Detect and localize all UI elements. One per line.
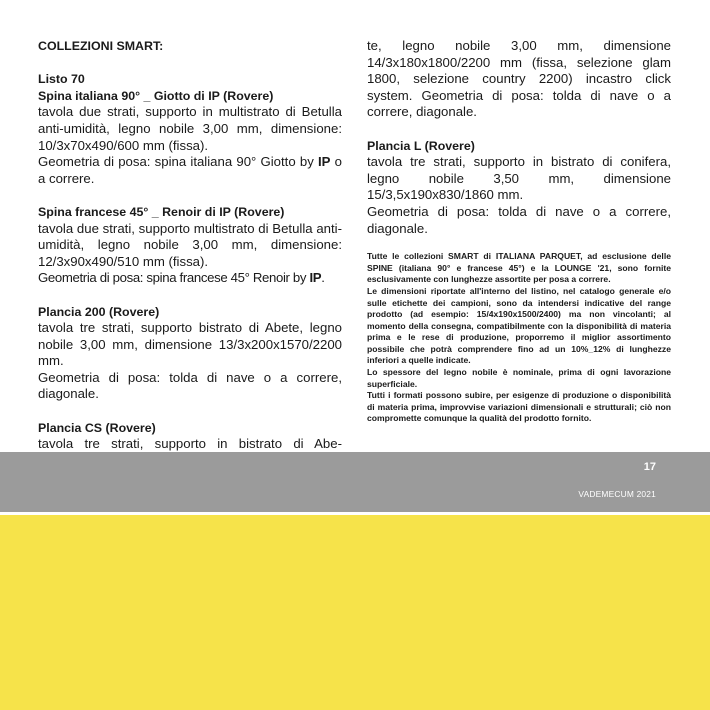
product-subtitle-spina-italiana: Spina italiana 90° _ Giotto di IP (Rovere) [38, 88, 274, 103]
product-geometry: Geometria di posa: tolda di nave o a correre, diagonale. [367, 203, 671, 236]
product-geometry: Geometria di posa: tolda di nave o a correre, diagonale. [38, 369, 342, 402]
footer-band [0, 452, 710, 512]
product-description: tavola due strati, supporto multistrato di Betulla anti-umidità, legno nobile 3,00 mm, dimensione: 12/3x90x490/510 mm (fissa). [38, 220, 342, 269]
product-title-plancia-cs: Plancia CS (Rovere) [38, 420, 156, 435]
brand-ip: IP [309, 270, 322, 286]
spacer [367, 121, 671, 138]
product-title-plancia-l: Plancia L (Rovere) [367, 138, 475, 153]
section-title: COLLEZIONI SMART: [38, 39, 164, 53]
footer-label: VADEMECUM 2021 [578, 489, 656, 499]
page-number: 17 [643, 461, 656, 473]
product-title-spina-francese: Spina francese 45° _ Renoir di IP (Rovere) [38, 204, 285, 219]
product-description-continued: te, legno nobile 3,00 mm, dimensione 14/3x180x1800/2200 mm (fissa, selezione glam 1800, selezione country 2200) incastro click system. Geometria di posa: tolda di nave o a correre, diagonale. [367, 38, 671, 120]
product-geometry [38, 154, 342, 187]
left-column [38, 38, 342, 453]
product-title-plancia-200: Plancia 200 (Rovere) [38, 304, 160, 319]
product-description: tavola tre strati, supporto in bistrato di conifera, legno nobile 3,50 mm, dimensione 15/3,5x190x830/1860 mm. [367, 154, 671, 203]
spacer [38, 403, 342, 420]
product-description: tavola tre strati, supporto bistrato di Abete, legno nobile 3,00 mm, dimensione 13/3x200x1570/2200 mm. [38, 320, 342, 369]
notes-block [367, 251, 671, 425]
product-geometry [38, 270, 342, 287]
brand-ip: IP [318, 154, 331, 170]
yellow-block [0, 515, 710, 710]
geometry-text: Geometria di posa: spina francese 45° Renoir by [38, 270, 310, 286]
spacer [38, 287, 342, 304]
geometry-text: Geometria di posa: spina italiana 90° Giotto by [38, 154, 318, 170]
right-column [367, 38, 671, 425]
spacer [38, 187, 342, 204]
product-description: tavola due strati, supporto in multistrato di Betulla anti-umidità, legno nobile 3,00 mm, dimensione: 10/3x70x490/600 mm (fissa). [38, 104, 342, 153]
note: Le dimensioni riportate all'interno del listino, nel catalogo generale e/o sulle etichette dei campioni, sono da intendersi indicative del range prodotto (ad esempio: 15/4x190x1500/2400) ma non vincolanti; al momento della consegna, compatibilmente con la disponibilità di materia prima e le rese di produzione, proporremo il miglior assortimento possibile che potrà comprendere fino ad un 10%_12% di lunghezze inferiori a quelle indicate. [367, 285, 671, 366]
spacer [38, 55, 342, 72]
note: Tutte le collezioni SMART di ITALIANA PARQUET, ad esclusione delle SPINE (italiana 90° e francese 45°) e la LOUNGE '21, sono fornite esclusivamente con lunghezze assortite per posa a correre. [367, 251, 671, 285]
product-description: tavola tre strati, supporto in bistrato di Abe- [38, 436, 342, 452]
geometry-text-end: o a correre. [38, 154, 342, 186]
geometry-text-end: . [321, 270, 325, 286]
note: Tutti i formati possono subire, per esigenze di produzione o disponibilità di materia prima, improvvise variazioni dimensionali e strutturali; ciò non compromette comunque la qualità del prodotto fornito. [367, 390, 671, 424]
note: Lo spessore del legno nobile è nominale, prima di ogni lavorazione superficiale. [367, 367, 671, 389]
product-name-listo70: Listo 70 [38, 72, 85, 87]
